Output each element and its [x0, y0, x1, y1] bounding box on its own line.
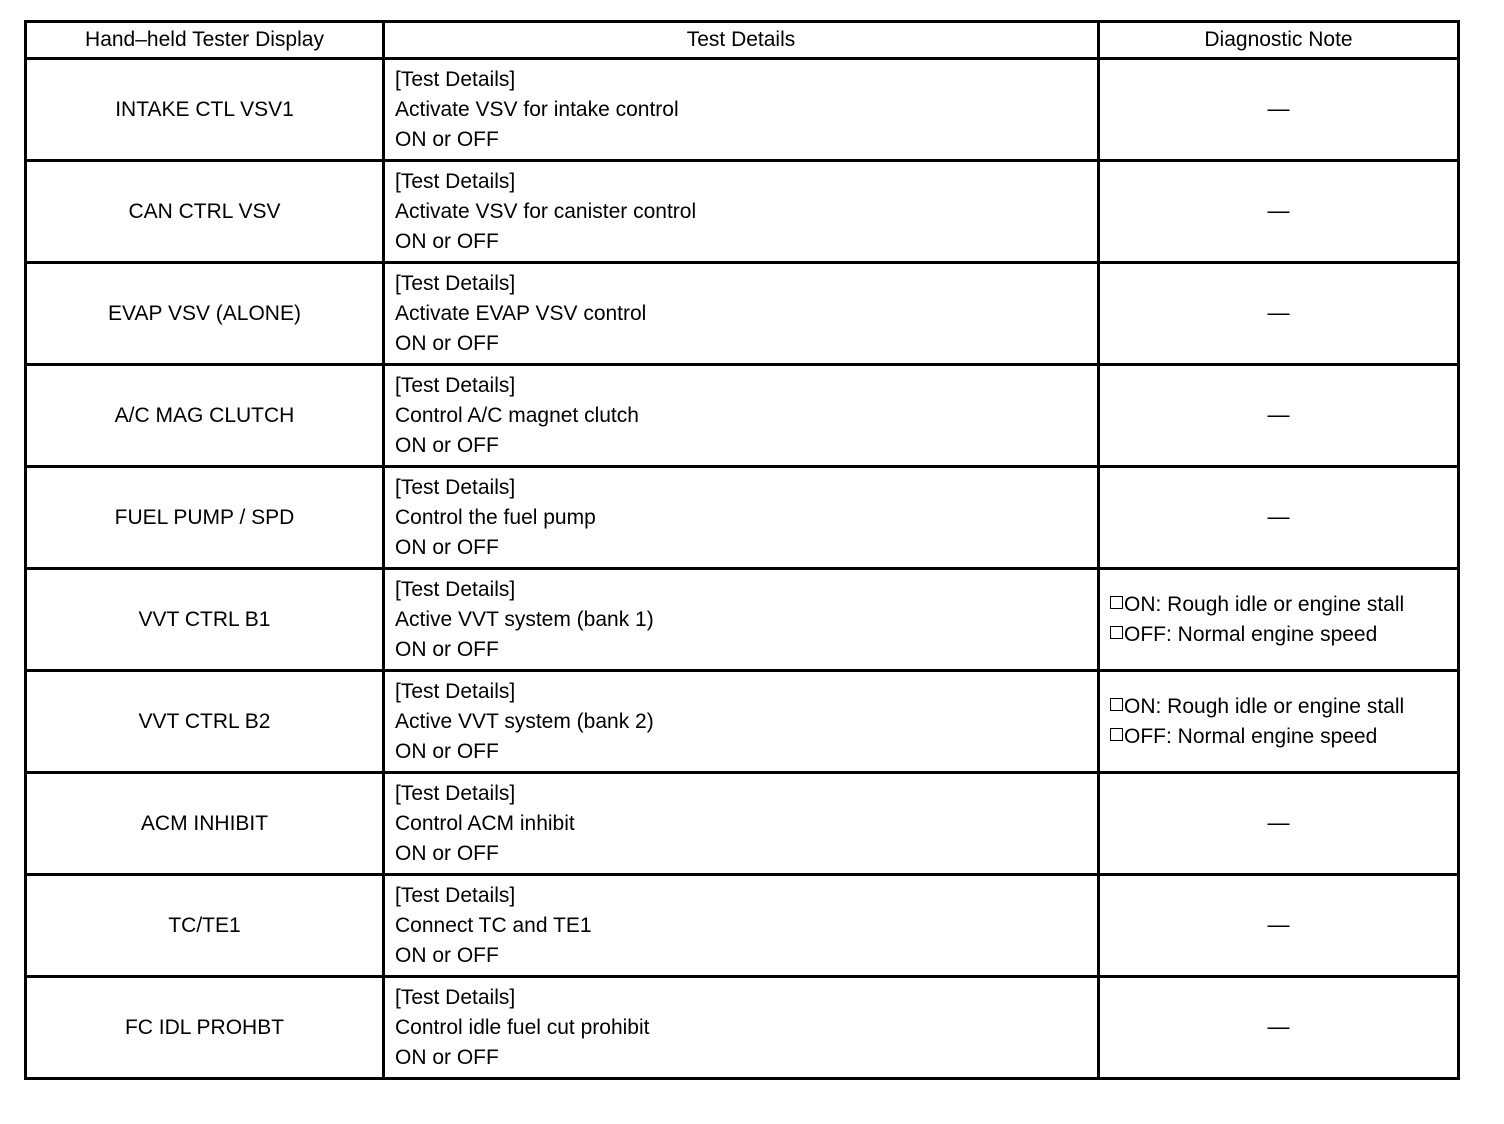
test-details-line: [Test Details]: [395, 475, 516, 499]
diagnostic-note-text: ON: Rough idle or engine stall: [1124, 694, 1405, 718]
test-details-cell: [384, 977, 1099, 1079]
test-details-line: Control idle fuel cut prohibit: [395, 1015, 650, 1039]
checkbox-bullet-icon: [1110, 626, 1123, 639]
table-row: [26, 161, 1459, 263]
diagnostic-note-dash: —: [1267, 300, 1290, 325]
test-details-line: [Test Details]: [395, 373, 516, 397]
test-details-line: [Test Details]: [395, 271, 516, 295]
table-row: [26, 671, 1459, 773]
diagnostic-note-cell: [1099, 467, 1459, 569]
table-row: [26, 365, 1459, 467]
test-details-line: Activate VSV for intake control: [395, 97, 679, 121]
test-details-line: ON or OFF: [395, 637, 499, 661]
header-diagnostic-note: Diagnostic Note: [1099, 22, 1459, 59]
test-details-line: Active VVT system (bank 1): [395, 607, 654, 631]
header-tester-display: Hand–held Tester Display: [26, 22, 384, 59]
checkbox-bullet-icon: [1110, 698, 1123, 711]
test-details-cell: [384, 59, 1099, 161]
test-details-line: ON or OFF: [395, 331, 499, 355]
tester-display-cell: TC/TE1: [26, 875, 384, 977]
table-body: [26, 59, 1459, 1079]
test-details-line: ON or OFF: [395, 127, 499, 151]
test-details-line: Connect TC and TE1: [395, 913, 592, 937]
test-details-cell: [384, 467, 1099, 569]
test-details-line: [Test Details]: [395, 985, 516, 1009]
tester-display-cell: EVAP VSV (ALONE): [26, 263, 384, 365]
test-details-line: Control the fuel pump: [395, 505, 596, 529]
test-details-line: ON or OFF: [395, 739, 499, 763]
active-test-table-container: [24, 20, 1457, 1080]
test-details-line: [Test Details]: [395, 169, 516, 193]
diagnostic-note-cell: [1099, 263, 1459, 365]
table-header: [26, 22, 1459, 59]
checkbox-bullet-icon: [1110, 596, 1123, 609]
table-row: [26, 875, 1459, 977]
diagnostic-note-text: OFF: Normal engine speed: [1124, 622, 1378, 646]
diagnostic-note-dash: —: [1267, 504, 1290, 529]
diagnostic-note-dash: —: [1267, 810, 1290, 835]
test-details-cell: [384, 263, 1099, 365]
diagnostic-note-cell: [1099, 773, 1459, 875]
tester-display-cell: VVT CTRL B1: [26, 569, 384, 671]
test-details-cell: [384, 569, 1099, 671]
table-row: [26, 59, 1459, 161]
diagnostic-note-dash: —: [1267, 1014, 1290, 1039]
test-details-cell: [384, 875, 1099, 977]
test-details-line: ON or OFF: [395, 433, 499, 457]
test-details-cell: [384, 773, 1099, 875]
checkbox-bullet-icon: [1110, 728, 1123, 741]
tester-display-cell: ACM INHIBIT: [26, 773, 384, 875]
table-row: [26, 263, 1459, 365]
header-test-details: Test Details: [384, 22, 1099, 59]
diagnostic-note-cell: [1099, 569, 1459, 671]
tester-display-cell: CAN CTRL VSV: [26, 161, 384, 263]
diagnostic-note-text: OFF: Normal engine speed: [1124, 724, 1378, 748]
test-details-cell: [384, 365, 1099, 467]
test-details-cell: [384, 671, 1099, 773]
active-test-table: [24, 20, 1460, 1080]
diagnostic-note-dash: —: [1267, 912, 1290, 937]
diagnostic-note-item: [1110, 692, 1457, 722]
diagnostic-note-cell: [1099, 59, 1459, 161]
test-details-line: Activate VSV for canister control: [395, 199, 697, 223]
diagnostic-note-dash: —: [1267, 96, 1290, 121]
tester-display-cell: FC IDL PROHBT: [26, 977, 384, 1079]
diagnostic-note-dash: —: [1267, 198, 1290, 223]
diagnostic-note-item: [1110, 620, 1457, 650]
diagnostic-note-text: ON: Rough idle or engine stall: [1124, 592, 1405, 616]
diagnostic-note-item: [1110, 722, 1457, 752]
test-details-line: [Test Details]: [395, 679, 516, 703]
tester-display-cell: INTAKE CTL VSV1: [26, 59, 384, 161]
test-details-line: ON or OFF: [395, 229, 499, 253]
table-row: [26, 569, 1459, 671]
test-details-line: ON or OFF: [395, 841, 499, 865]
tester-display-cell: A/C MAG CLUTCH: [26, 365, 384, 467]
diagnostic-note-dash: —: [1267, 402, 1290, 427]
tester-display-cell: VVT CTRL B2: [26, 671, 384, 773]
diagnostic-note-cell: [1099, 977, 1459, 1079]
test-details-line: Activate EVAP VSV control: [395, 301, 647, 325]
test-details-line: Active VVT system (bank 2): [395, 709, 654, 733]
diagnostic-note-cell: [1099, 365, 1459, 467]
test-details-line: ON or OFF: [395, 1045, 499, 1069]
table-row: [26, 773, 1459, 875]
test-details-line: ON or OFF: [395, 943, 499, 967]
diagnostic-note-cell: [1099, 161, 1459, 263]
test-details-line: Control A/C magnet clutch: [395, 403, 639, 427]
test-details-cell: [384, 161, 1099, 263]
test-details-line: [Test Details]: [395, 577, 516, 601]
header-row: [26, 22, 1459, 59]
diagnostic-note-item: [1110, 590, 1457, 620]
table-row: [26, 977, 1459, 1079]
table-row: [26, 467, 1459, 569]
test-details-line: [Test Details]: [395, 67, 516, 91]
test-details-line: [Test Details]: [395, 883, 516, 907]
test-details-line: ON or OFF: [395, 535, 499, 559]
diagnostic-note-cell: [1099, 671, 1459, 773]
test-details-line: Control ACM inhibit: [395, 811, 575, 835]
tester-display-cell: FUEL PUMP / SPD: [26, 467, 384, 569]
diagnostic-note-cell: [1099, 875, 1459, 977]
test-details-line: [Test Details]: [395, 781, 516, 805]
